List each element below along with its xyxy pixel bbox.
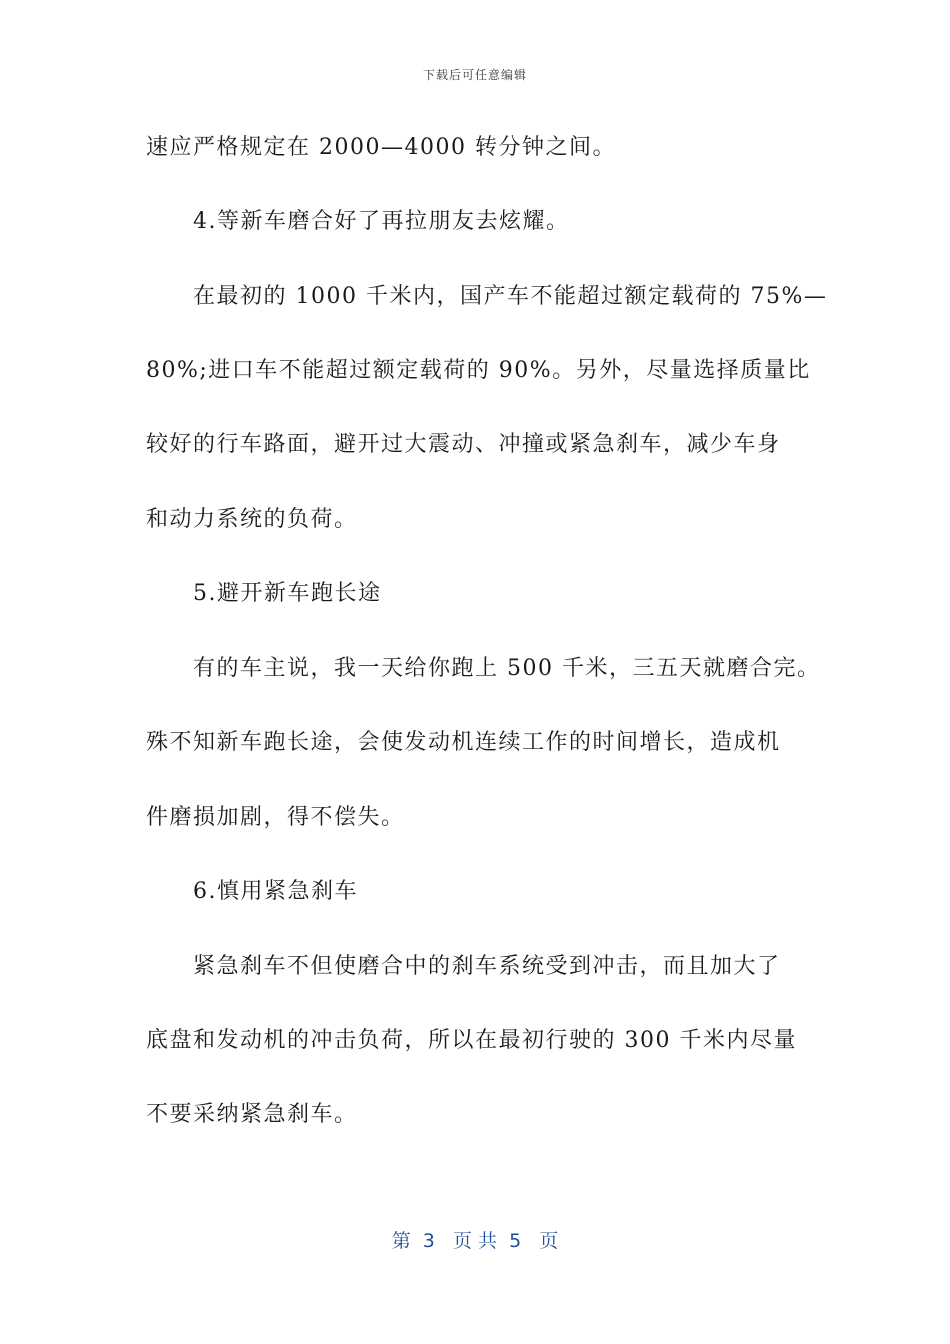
body-line: 紧急刹车不但使磨合中的刹车系统受到冲击，而且加大了 [193,954,781,979]
section-heading: 4.等新车磨合好了再拉朋友去炫耀。 [193,209,570,234]
page-header: 下载后可任意编辑 [422,68,527,82]
body-line: 殊不知新车跑长途，会使发动机连续工作的时间增长，造成机 [146,730,781,755]
page-number: 第 3 页 共 5 页 [391,1230,559,1252]
body-line: 有的车主说，我一天给你跑上 500 千米，三五天就磨合完。 [193,656,821,681]
section-heading: 5.避开新车跑长途 [193,581,382,606]
body-line: 较好的行车路面，避开过大震动、冲撞或紧急刹车，减少车身 [146,432,781,457]
body-line: 底盘和发动机的冲击负荷，所以在最初行驶的 300 千米内尽量 [146,1028,797,1053]
section-heading: 6.慎用紧急刹车 [193,879,358,904]
body-line: 不要采纳紧急刹车。 [146,1102,358,1127]
body-line: 和动力系统的负荷。 [146,507,358,532]
body-line: 80%;进口车不能超过额定载荷的 90%。另外，尽量选择质量比 [146,358,811,383]
body-line: 速应严格规定在 2000—4000 转分钟之间。 [146,135,616,160]
body-line: 件磨损加剧，得不偿失。 [146,805,405,830]
body-line: 在最初的 1000 千米内，国产车不能超过额定载荷的 75%— [193,284,828,309]
